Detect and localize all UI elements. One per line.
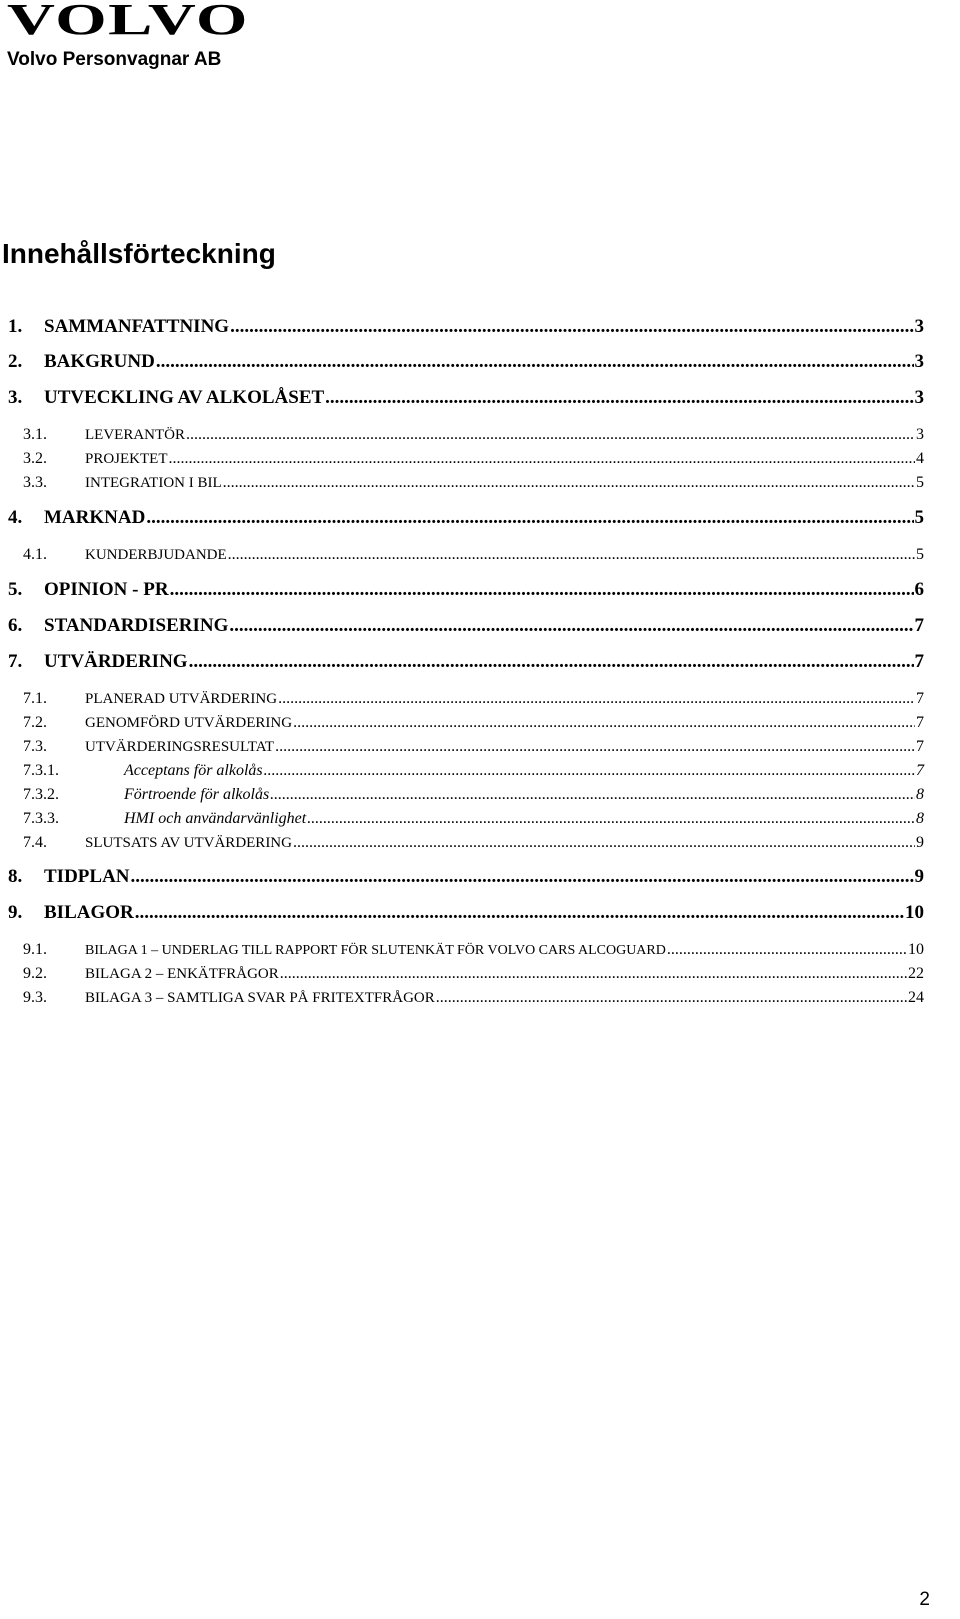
toc-entry-8[interactable]: 8. TIDPLAN ..... 9: [8, 866, 924, 888]
toc-entry-2[interactable]: 2. BAKGRUND ..... 3: [8, 351, 924, 373]
page-number: 2: [919, 1589, 930, 1610]
toc-entry-5[interactable]: 5. OPINION - PR ..... 6: [8, 579, 924, 601]
volvo-logo: [7, 3, 251, 37]
toc-entry-3-1[interactable]: 3.1. LEVERANTÖR ..... 3: [23, 426, 924, 444]
toc-entry-4-1[interactable]: 4.1. KUNDERBJUDANDE ..... 5: [23, 546, 924, 564]
toc-entry-9-3[interactable]: 9.3. BILAGA 3 – SAMTLIGA SVAR PÅ FRITEXTFRÅGOR ..... 24: [23, 989, 924, 1007]
svg-text:VOLVO: VOLVO: [7, 3, 249, 37]
toc-entry-4[interactable]: 4. MARKNAD ..... 5: [8, 507, 924, 529]
toc-entry-9-1[interactable]: 9.1. BILAGA 1 – UNDERLAG TILL RAPPORT FÖR SLUTENKÄT FÖR VOLVO CARS ALCOGUARD ..... 10: [23, 941, 924, 959]
toc-entry-3[interactable]: 3. UTVECKLING AV ALKOLÅSET ..... 3: [8, 387, 924, 409]
toc-entry-7-3[interactable]: 7.3. UTVÄRDERINGSRESULTAT ..... 7: [23, 738, 924, 756]
toc-entry-3-2[interactable]: 3.2. PROJEKTET ..... 4: [23, 450, 924, 468]
toc-entry-7-3-3[interactable]: 7.3.3. HMI och användarvänlighet ..... 8: [23, 810, 924, 828]
toc-entry-6[interactable]: 6. STANDARDISERING ..... 7: [8, 615, 924, 637]
toc-entry-7-4[interactable]: 7.4. SLUTSATS AV UTVÄRDERING ..... 9: [23, 834, 924, 852]
toc-entry-7-3-2[interactable]: 7.3.2. Förtroende för alkolås ..... 8: [23, 786, 924, 804]
toc-entry-7-2[interactable]: 7.2. GENOMFÖRD UTVÄRDERING ..... 7: [23, 714, 924, 732]
toc-entry-7-1[interactable]: 7.1. PLANERAD UTVÄRDERING ..... 7: [23, 690, 924, 708]
toc-entry-9-2[interactable]: 9.2. BILAGA 2 – ENKÄTFRÅGOR ..... 22: [23, 965, 924, 983]
toc-entry-7-3-1[interactable]: 7.3.1. Acceptans för alkolås ..... 7: [23, 762, 924, 780]
company-name: Volvo Personvagnar AB: [7, 49, 222, 70]
toc-entry-1[interactable]: 1. SAMMANFATTNING ..... 3: [8, 316, 924, 338]
toc-entry-3-3[interactable]: 3.3. INTEGRATION I BIL ..... 5: [23, 474, 924, 492]
toc-entry-9[interactable]: 9. BILAGOR ..... 10: [8, 902, 924, 924]
toc-title: Innehållsförteckning: [2, 238, 276, 269]
toc-entry-7[interactable]: 7. UTVÄRDERING ..... 7: [8, 651, 924, 673]
